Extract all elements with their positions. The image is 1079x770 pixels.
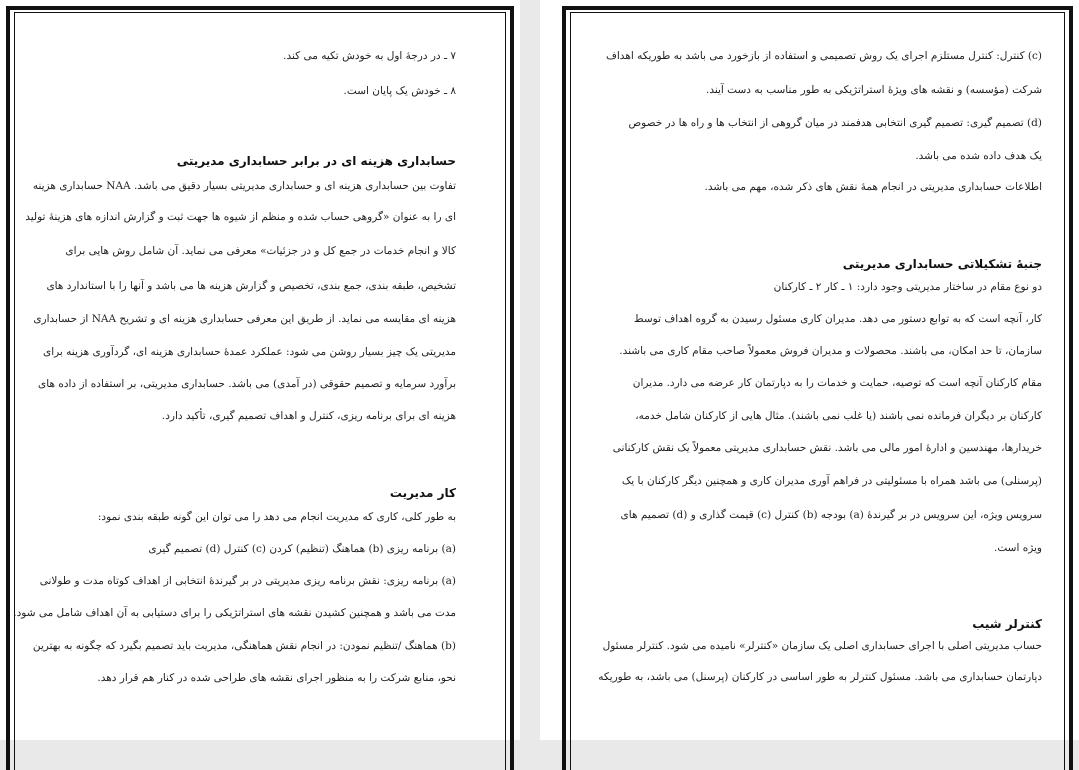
- text-line: کالا و انجام خدمات در جمع کل و در جزئیات» معرفی می نماید. آن شامل روش هایی برای: [65, 245, 456, 257]
- text-line: مدت می باشد و همچنین کشیدن نقشه های استراتژیکی را برای دستیابی به آن اهداف شامل می شود.: [13, 607, 456, 619]
- text-line: هزینه ای مقایسه می نماید. از طریق این معرفی حسابداری هزینه ای و تشریح NAA از حسابداری: [33, 313, 456, 325]
- text-line: ویژه است.: [994, 542, 1042, 554]
- text-line: ای را به عنوان «گروهی حساب شده و منظم از شیوه ها جهت ثبت و گزارش اندازه های هزینهٔ تولید: [25, 211, 456, 223]
- text-line: یک هدف داده شده می باشد.: [915, 150, 1042, 162]
- text-line: برآورد سرمایه و تصمیم حقوقی (در آمدی) می باشد. حسابداری مدیریتی، بر استفاده از داده های: [38, 378, 456, 390]
- text-line: هزینه ای برای برنامه ریزی، کنترل و اهداف تصمیم گیری، تأکید دارد.: [161, 410, 456, 422]
- text-line: حساب مدیریتی اصلی با اجرای حسابداری اصلی یک سازمان «کنترلر» نامیده می شود. کنترلر مسئول: [602, 640, 1042, 652]
- text-line: (d) تصمیم گیری: تصمیم گیری انتخابی هدفمند در میان گروهی از انتخاب ها و راه ها در خصوص: [628, 117, 1042, 129]
- text-line: (c) کنترل: کنترل مستلزم اجرای یک روش تصمیمی و استفاده از بازخورد می باشد به طوریکه اهداف: [606, 50, 1042, 62]
- section-heading: کار مدیریت: [389, 486, 456, 500]
- text-line: تفاوت بین حسابداری هزینه ای و حسابداری مدیریتی بسیار دقیق می باشد. NAA حسابداری هزینه: [32, 180, 456, 192]
- text-line: کار، آنچه است که به توابع دستور می دهد. مدیران کاری مسئول رسیدن به گروه اهداف توسط: [633, 313, 1042, 325]
- left-page-text: [13, 0, 456, 722]
- text-line: کارکنان بر دیگران فرمانده نمی باشند (یا غلب نمی باشند). مثال هایی از کارکنان شامل خدمه،: [635, 410, 1042, 422]
- text-line: (a) برنامه ریزی: نقش برنامه ریزی مدیریتی در بر گیرندهٔ انتخابی از اهداف کوتاه مدت و طولانی: [39, 575, 456, 587]
- text-line: مقام کارکنان آنچه است که توصیه، حمایت و خدمات را به دپارتمان کار عرضه می دارد. مدیران: [632, 377, 1042, 389]
- text-line: به طور کلی، کاری که مدیریت انجام می دهد را می توان این گونه طبقه بندی نمود:: [97, 511, 456, 523]
- right-page-text: [598, 0, 1042, 722]
- text-line: نحو، منابع شرکت را به منظور اجرای نقشه های طراحی شده در کنار هم قرار دهد.: [97, 672, 456, 684]
- section-heading: جنبهٔ تشکیلاتی حسابداری مدیریتی: [842, 257, 1042, 271]
- text-line: سازمان، تا حد امکان، می باشند. محصولات و مدیران فروش معمولاً صاحب مقام کاری می باشند.: [619, 345, 1042, 357]
- section-heading: حسابداری هزینه ای در برابر حسابداری مدیریتی: [176, 154, 456, 168]
- text-line: تشخیص، طبقه بندی، جمع بندی، تخصیص و گزارش هزینه ها می باشد و آنها را با استاندارد های: [46, 280, 456, 292]
- text-line: دپارتمان حسابداری می باشد. مسئول کنترلر به طور اساسی در کارکنان (پرسنل) می باشد، به طوریکه: [598, 671, 1042, 683]
- text-line: (a) برنامه ریزی (b) هماهنگ (تنظیم) کردن (c) کنترل (d) تصمیم گیری: [148, 543, 456, 555]
- text-line: اطلاعات حسابداری مدیریتی در انجام همهٔ نقش های ذکر شده، مهم می باشد.: [704, 181, 1042, 193]
- text-line: (پرسنلی) می باشد همراه با مسئولیتی در فراهم آوری مدیران کاری و همچنین دیگر کارکنان با یک: [621, 475, 1042, 487]
- text-line: ۸ ـ خودش یک پایان است.: [343, 85, 456, 97]
- text-line: دو نوع مقام در ساختار مدیریتی وجود دارد: ۱ ـ کار ۲ ـ کارکنان: [773, 281, 1042, 293]
- section-heading: کنترلر شیب: [972, 617, 1042, 631]
- text-line: مدیریتی یک چیز بسیار روشن می شود: عملکرد عمدهٔ حسابداری هزینه ای، گردآوری هزینه برای: [42, 346, 456, 358]
- text-line: شرکت (مؤسسه) و نقشه های ویژهٔ استراتژیکی به طور مناسب به دست آیند.: [705, 84, 1042, 96]
- page-gap: [520, 0, 540, 722]
- text-line: خریدارها، مهندسین و ادارهٔ امور مالی می باشد. نقش حسابداری مدیریتی معمولاً یک نقش کارکنانی: [612, 442, 1042, 454]
- text-line: سرویس ویژه، این سرویس در بر گیرندهٔ (a) بودجه (b) کنترل (c) قیمت گذاری و (d) تصمیم های: [620, 509, 1042, 521]
- text-line: (b) هماهنگ /تنظیم نمودن: در انجام نقش هماهنگی، مدیریت باید تصمیم بگیرد که چگونه به بهترین: [32, 640, 456, 652]
- text-line: ۷ ـ در درجهٔ اول به خودش تکیه می کند.: [283, 50, 456, 62]
